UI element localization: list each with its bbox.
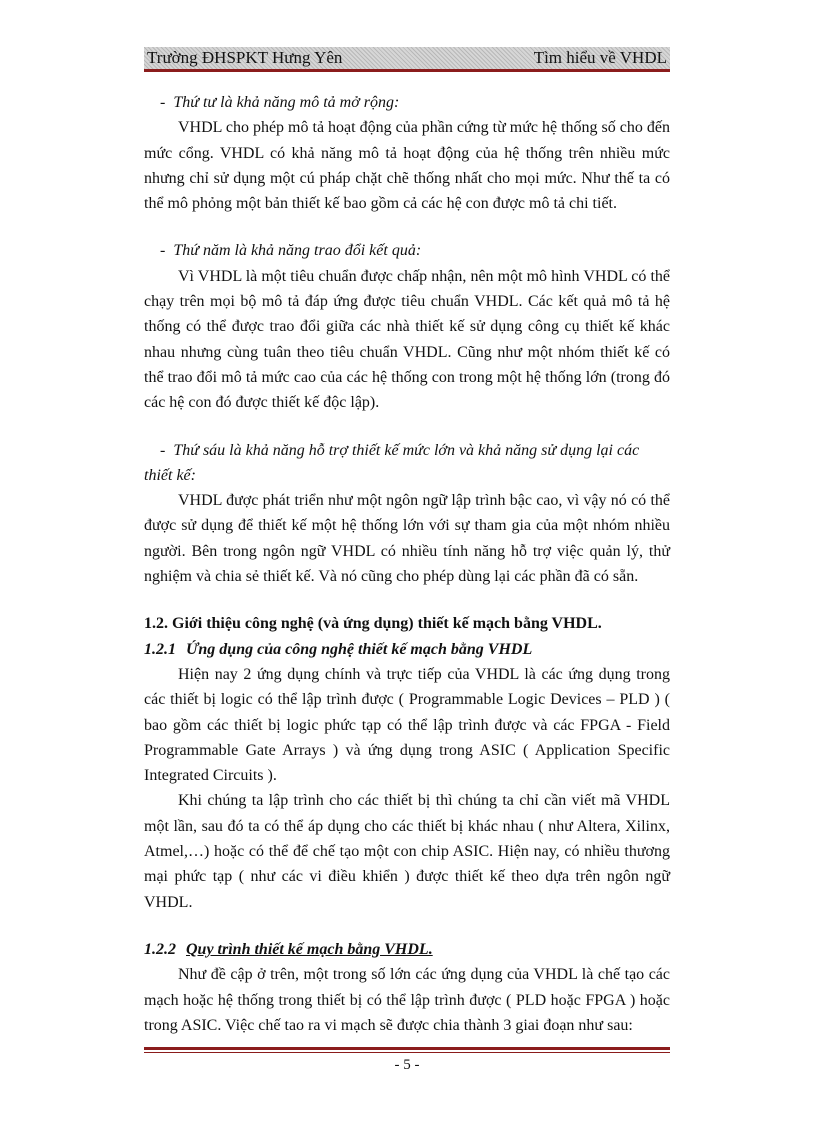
item-6-title-text: Thứ sáu là khả năng hỗ trợ thiết kế mức lớn và khả năng sử dụng lại các thiết kế: bbox=[144, 441, 640, 484]
item-5-title-text: Thứ năm là khả năng trao đổi kết quả: bbox=[173, 242, 422, 260]
section-1-2-1-number: 1.2.1 bbox=[144, 640, 176, 658]
section-1-2-1-paragraph-2: Khi chúng ta lập trình cho các thiết bị thì chúng ta chỉ cần viết mã VHDL một lần, sau đó ta có thể áp dụng cho các thiết bị khác nhau ( như Altera, Xilinx, Atmel,…) hoặc có thể để chế tạo một con chip ASIC. Hiện nay, có nhiều thương mại phức tạp ( như các vi điều khiển ) được thiết kế theo dựa trên ngôn ngữ VHDL. bbox=[144, 792, 670, 911]
page-number: - 5 - bbox=[394, 1057, 420, 1073]
item-6-dash: - bbox=[160, 441, 166, 459]
item-4-paragraph: VHDL cho phép mô tả hoạt động của phần cứng từ mức hệ thống số cho đến mức cổng. VHDL có khả năng mô tả hoạt động của hệ thống trên nhiều mức nhưng chỉ sử dụng một cú pháp chặt chẽ thống nhất cho mọi mức. Như thế ta có thể mô phỏng một bản thiết kế bao gồm cả các hệ con được mô tả chi tiết. bbox=[144, 119, 670, 213]
document-body bbox=[144, 90, 670, 1038]
section-1-2-heading: 1.2. Giới thiệu công nghệ (và ứng dụng) thiết kế mạch bằng VHDL. bbox=[144, 615, 602, 633]
item-4-title bbox=[144, 90, 670, 115]
item-5-paragraph: Vì VHDL là một tiêu chuẩn được chấp nhận, nên một mô hình VHDL có thể chạy trên mọi bộ mô tả đáp ứng được tiêu chuẩn VHDL. Các kết quả mô tả hệ thống có thể được trao đổi giữa các nhà thiết kế sử dụng công cụ thiết kế khác nhau nhưng cùng tuân theo tiêu chuẩn VHDL. Cũng như một nhóm thiết kế có thể trao đổi mô tả mức cao của các hệ thống con trong một hệ thống lớn (trong đó các hệ con đó được thiết kế độc lập). bbox=[144, 267, 670, 412]
item-6-paragraph: VHDL được phát triển như một ngôn ngữ lập trình bậc cao, vì vậy nó có thể được sử dụng để thiết kế một hệ thống lớn với sự tham gia của một nhóm nhiều người. Bên trong ngôn ngữ VHDL có nhiều tính năng hỗ trợ việc quản lý, thử nghiệm và chia sẻ thiết kế. Và nó cũng cho phép dùng lại các phần đã có sẵn. bbox=[144, 492, 670, 586]
header-document-title: Tìm hiểu về VHDL bbox=[533, 48, 667, 67]
section-1-2-2-heading bbox=[144, 937, 670, 962]
section-1-2-2-paragraph-1: Như đề cập ở trên, một trong số lớn các ứng dụng của VHDL là chế tạo các mạch hoặc hệ thống trong thiết bị có thể lập trình được ( PLD hoặc FPGA ) hoặc trong ASIC. Việc chế tao ra vi mạch sẽ được chia thành 3 giai đoạn như sau: bbox=[144, 966, 670, 1034]
header-rule bbox=[144, 69, 670, 72]
footer-rule-thick bbox=[144, 1047, 670, 1050]
section-1-2-1-heading bbox=[144, 637, 670, 662]
item-6-title bbox=[144, 438, 670, 489]
section-1-2-2-number: 1.2.2 bbox=[144, 940, 176, 958]
page-header bbox=[144, 47, 670, 69]
item-5-dash: - bbox=[160, 242, 166, 260]
header-school-name: Trường ĐHSPKT Hưng Yên bbox=[147, 48, 343, 67]
section-1-2-1-paragraph-1: Hiện nay 2 ứng dụng chính và trực tiếp của VHDL là các ứng dụng trong các thiết bị logic có thể lập trình được ( Programmable Logic Devices – PLD ) ( bao gồm các thiết bị logic phức tạp có thể lập trình được và các FPGA - Field Programmable Gate Arrays ) và ứng dụng trong ASIC ( Application Specific Integrated Circuits ). bbox=[144, 665, 670, 785]
item-4-dash: - bbox=[160, 94, 166, 111]
item-4-title-text: Thứ tư là khả năng mô tả mở rộng: bbox=[173, 94, 400, 111]
item-5-title bbox=[144, 238, 670, 263]
section-1-2-1-title: Ứng dụng của công nghệ thiết kế mạch bằng VHDL bbox=[186, 640, 533, 658]
section-1-2-2-title: Quy trình thiết kế mạch bằng VHDL. bbox=[186, 940, 433, 958]
footer-rule-thin bbox=[144, 1052, 670, 1053]
